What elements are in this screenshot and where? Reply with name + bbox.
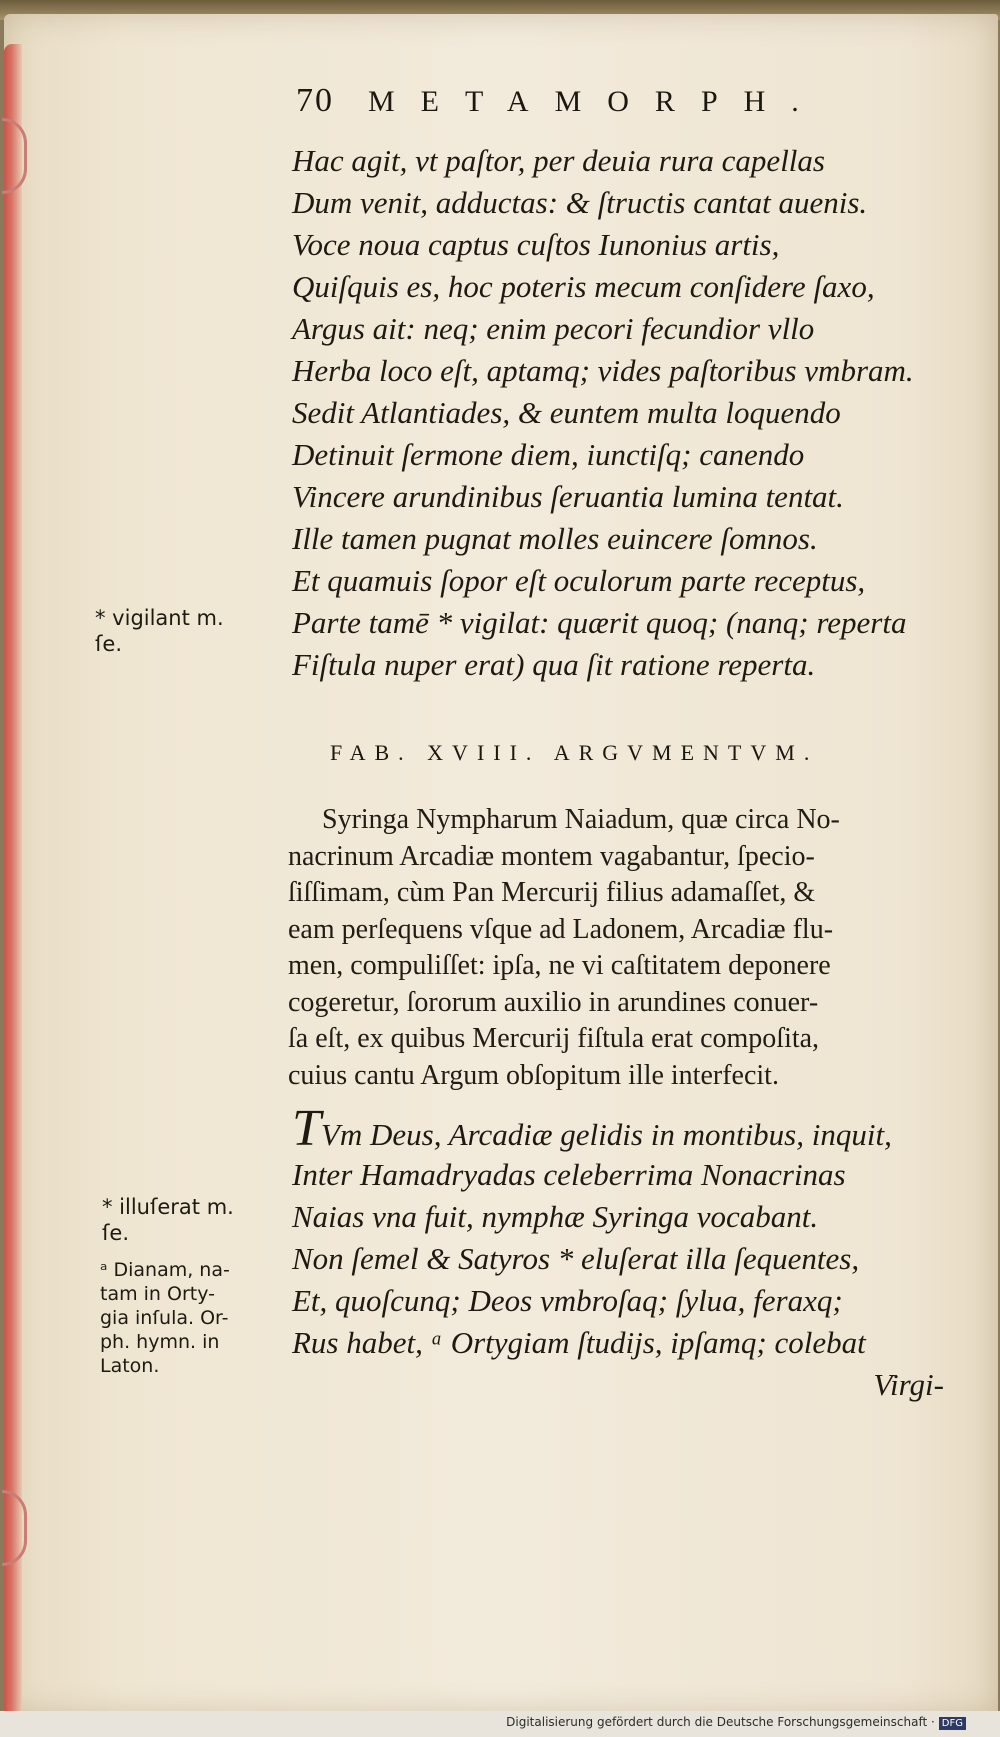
- verse-line: Et, quoſcunq; Deos vmbroſaq; ſylua, feraxq;: [292, 1283, 843, 1318]
- argumentum-line: ſa eſt, ex quibus Mercurij fiſtula erat compoſita,: [288, 1023, 820, 1054]
- argumentum-line: eam perſequens vſque ad Ladonem, Arcadiæ flu-: [288, 913, 834, 945]
- argumentum-line: cogeretur, ſororum auxilio in arundines conuer-: [288, 986, 819, 1018]
- catchword: Virgi-: [873, 1367, 944, 1402]
- marginal-note-illuserat: [102, 1194, 234, 1246]
- verse-line: Fiſtula nuper erat) qua ſit ratione reperta.: [292, 647, 816, 682]
- running-title: METAMORPH.: [368, 85, 825, 118]
- argumentum-line: nacrinum Arcadiæ montem vagabantur, ſpecio-: [288, 840, 815, 872]
- verse-line: Quiſquis es, hoc poteris mecum conſidere ſaxo,: [292, 269, 875, 304]
- argumentum-line: Syringa Nympharum Naiadum, quæ circa No-: [322, 804, 840, 835]
- verses-top: [292, 140, 972, 686]
- verse-line: Herba loco eſt, aptamq; vides paſtoribus vmbram.: [292, 353, 914, 388]
- note-line: * vigilant m.: [95, 606, 224, 630]
- dfg-logo-icon: DFG: [939, 1717, 966, 1730]
- drop-cap: T: [292, 1100, 321, 1157]
- verse-line: Hac agit, vt paſtor, per deuia rura capellas: [292, 143, 825, 178]
- verse-line: Vm Deus, Arcadiæ gelidis in montibus, inquit,: [320, 1117, 892, 1152]
- verse-line: Voce noua captus cuſtos Iunonius artis,: [292, 227, 780, 262]
- verse-line: Sedit Atlantiades, & euntem multa loquendo: [292, 395, 841, 430]
- page-number: 70: [296, 82, 334, 119]
- note-line: * illuſerat m.: [102, 1195, 234, 1219]
- note-line: ſe.: [95, 632, 122, 656]
- note-line: Laton.: [100, 1355, 160, 1377]
- verse-line: Detinuit ſermone diem, iunctiſq; canendo: [292, 437, 805, 472]
- argumentum-line: men, compuliſſet: ipſa, ne vi caſtitatem deponere: [288, 950, 831, 981]
- marginal-note-dianam: [100, 1258, 230, 1378]
- argumentum-line: cuius cantu Argum obſopitum ille interfecit.: [288, 1059, 779, 1091]
- verse-line: Rus habet, ᵃ Ortygiam ſtudijs, ipſamq; colebat: [292, 1325, 866, 1360]
- running-header: [296, 82, 856, 120]
- dfg-footer: [506, 1715, 966, 1730]
- fable-heading: FAB. XVIII. ARGVMENTVM.: [330, 740, 819, 765]
- footer-text: Digitalisierung gefördert durch die Deutsche Forschungsgemeinschaft ·: [506, 1715, 935, 1729]
- verse-line-first: [292, 1100, 972, 1157]
- verse-line: Inter Hamadryadas celeberrima Nonacrinas: [292, 1157, 846, 1192]
- argumentum-line: ſiſſimam, cùm Pan Mercurij filius adamaſſet, &: [288, 877, 816, 908]
- verses-bottom: [292, 1100, 972, 1406]
- page-red-edge: [4, 44, 22, 1724]
- note-line: tam in Orty-: [100, 1283, 215, 1305]
- note-line: gia inſula. Or-: [100, 1307, 229, 1329]
- argumentum-paragraph: [288, 802, 948, 1094]
- verse-line: Dum venit, adductas: & ſtructis cantat auenis.: [292, 185, 868, 220]
- note-line: ſe.: [102, 1221, 129, 1245]
- verse-line: Non ſemel & Satyros * eluſerat illa ſequentes,: [292, 1241, 860, 1276]
- marginal-note-vigilant: [95, 605, 224, 657]
- verse-line: Et quamuis ſopor eſt oculorum parte receptus,: [292, 563, 866, 598]
- verse-line: Parte tamē * vigilat: quærit quoq; (nanq; reperta: [292, 605, 907, 640]
- verse-line: Naias vna fuit, nymphæ Syringa vocabant.: [292, 1199, 819, 1234]
- note-line: ᵃ Dianam, na-: [100, 1259, 230, 1281]
- verse-line: Ille tamen pugnat molles euincere ſomnos.: [292, 521, 818, 556]
- note-line: ph. hymn. in: [100, 1331, 220, 1353]
- verse-line: Vincere arundinibus ſeruantia lumina tentat.: [292, 479, 844, 514]
- verse-line: Argus ait: neq; enim pecori fecundior vllo: [292, 311, 815, 346]
